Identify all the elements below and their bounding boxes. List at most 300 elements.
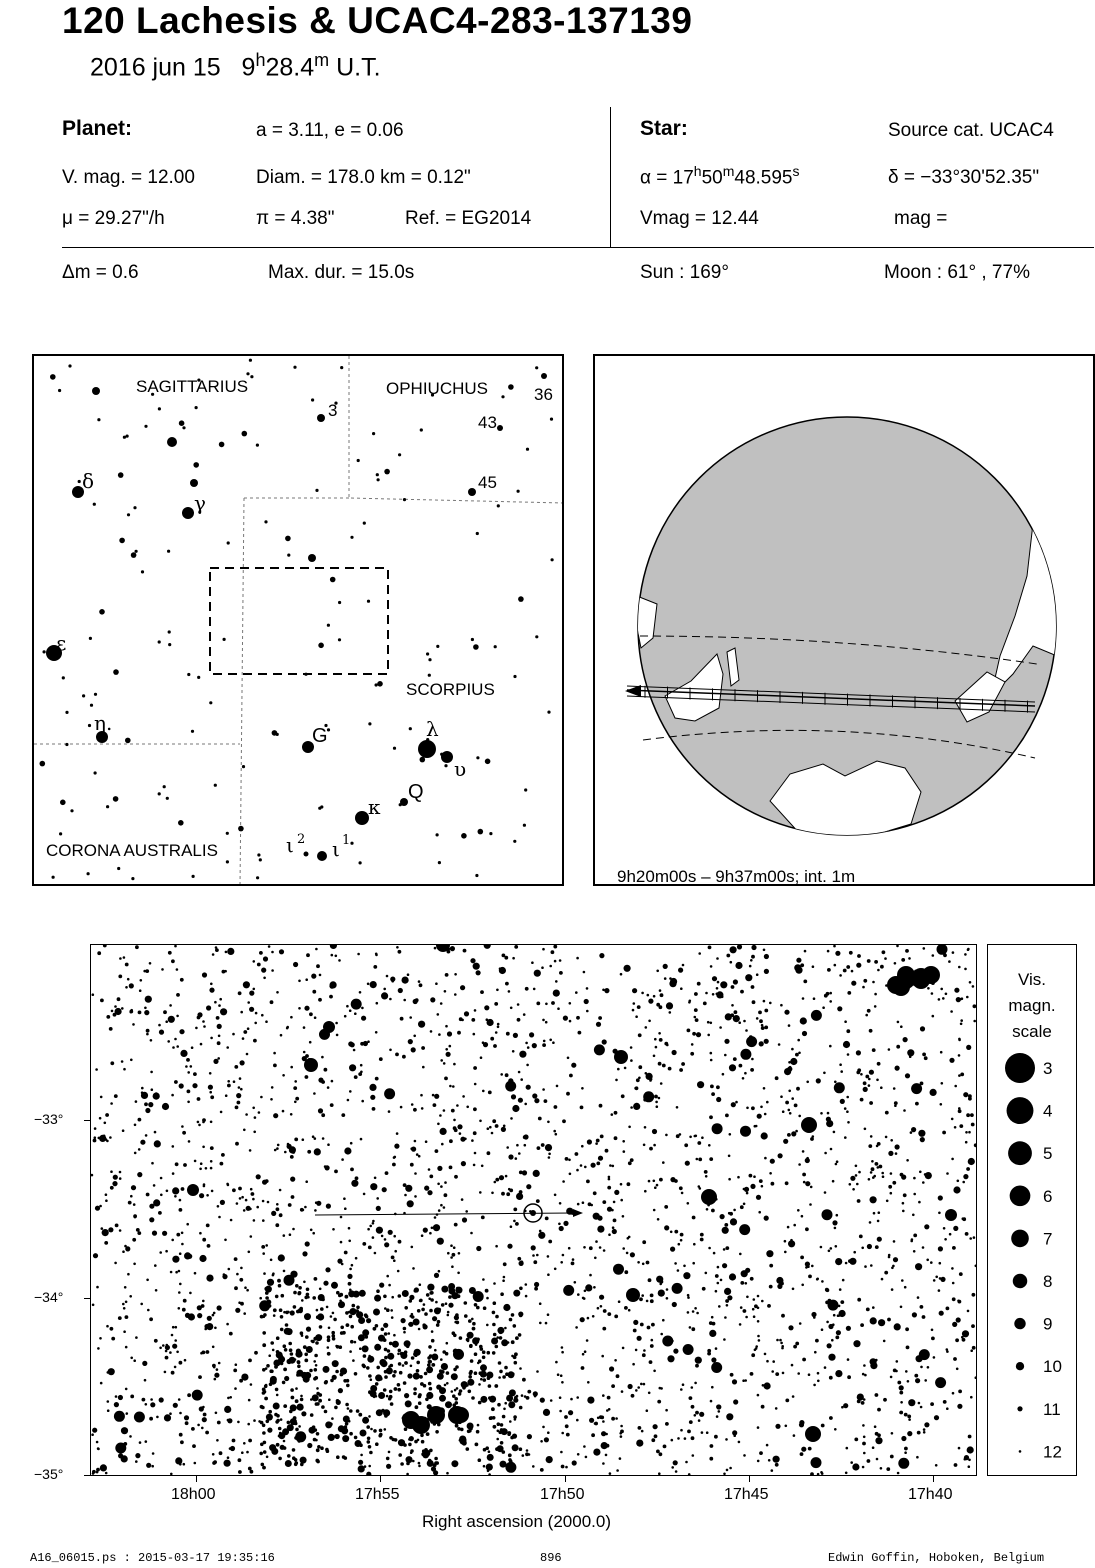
field-star — [141, 1092, 148, 1099]
field-star — [328, 1434, 335, 1441]
field-star — [174, 1195, 177, 1198]
field-star-cluster — [429, 1387, 433, 1391]
field-star — [591, 1433, 595, 1437]
field-star — [968, 1131, 971, 1134]
field-star — [524, 1144, 527, 1147]
field-star — [880, 1467, 883, 1470]
field-star — [712, 1123, 723, 1134]
field-star — [808, 1275, 812, 1279]
field-star — [775, 1372, 779, 1376]
field-star — [810, 1186, 813, 1189]
field-star — [920, 1305, 924, 1309]
field-star — [151, 1088, 154, 1091]
field-star — [487, 1151, 491, 1155]
field-star — [488, 1450, 491, 1453]
field-star — [784, 1010, 789, 1015]
field-star-cluster — [362, 1417, 369, 1424]
field-star — [698, 1158, 702, 1162]
field-star — [678, 1243, 681, 1246]
finder-star — [440, 753, 443, 756]
field-star — [146, 1279, 149, 1282]
field-star — [396, 946, 399, 949]
field-star — [180, 1050, 187, 1057]
field-star — [603, 1249, 606, 1252]
field-star — [846, 1029, 850, 1033]
field-star-cluster — [262, 1431, 266, 1435]
field-star — [218, 1216, 221, 1219]
field-star-cluster — [358, 1317, 365, 1324]
field-star — [710, 1022, 713, 1025]
field-star — [802, 1358, 806, 1362]
field-star — [725, 1299, 729, 1303]
field-star-cluster — [430, 1298, 434, 1302]
finder-star — [242, 431, 248, 437]
field-star — [664, 1205, 668, 1209]
field-star — [430, 997, 435, 1002]
field-star — [474, 1083, 477, 1086]
field-star — [967, 1446, 974, 1453]
field-star-cluster — [343, 1416, 350, 1423]
field-star — [534, 1282, 539, 1287]
field-star — [518, 1071, 521, 1074]
field-star — [105, 1193, 108, 1196]
field-star — [207, 1244, 211, 1248]
field-star — [214, 1001, 217, 1004]
field-star — [946, 1172, 949, 1175]
field-star — [202, 1020, 205, 1023]
field-star-cluster — [468, 1390, 472, 1394]
field-star — [443, 1062, 446, 1065]
field-star — [344, 1147, 351, 1154]
field-star — [724, 1288, 731, 1295]
field-star — [188, 1313, 195, 1320]
field-star — [138, 1148, 141, 1151]
field-star — [913, 1234, 917, 1238]
dec-tick-35: −35° — [34, 1466, 64, 1482]
field-star — [922, 1053, 926, 1057]
label-delta: δ — [82, 469, 95, 493]
field-star — [798, 1115, 801, 1118]
field-star — [135, 1100, 138, 1103]
field-star — [254, 1022, 257, 1025]
field-star-cluster — [356, 1409, 360, 1413]
field-star — [290, 1066, 293, 1069]
field-star — [602, 989, 605, 992]
field-star — [391, 980, 394, 983]
field-star — [867, 959, 871, 963]
field-star — [224, 1406, 231, 1413]
field-star — [374, 1177, 377, 1180]
field-star — [965, 1141, 968, 1144]
field-star-cluster — [383, 1388, 387, 1392]
field-star — [524, 1103, 527, 1106]
field-star — [584, 999, 589, 1004]
field-star — [175, 1326, 178, 1329]
field-star — [613, 1201, 616, 1204]
field-star — [970, 1396, 973, 1399]
field-star — [318, 998, 322, 1002]
field-star — [246, 1451, 249, 1454]
field-star — [560, 1451, 563, 1454]
field-star — [740, 1281, 744, 1285]
field-star — [434, 1094, 439, 1099]
field-star-large — [701, 1189, 717, 1205]
field-star — [536, 1199, 540, 1203]
field-star-cluster — [424, 1312, 428, 1316]
field-star — [441, 1363, 448, 1370]
field-star — [743, 1454, 746, 1457]
field-star — [750, 1068, 754, 1072]
field-star — [680, 1388, 683, 1391]
field-star-cluster — [313, 1438, 317, 1442]
field-star — [609, 1164, 612, 1167]
field-star — [863, 1436, 866, 1439]
field-star — [812, 965, 815, 968]
field-star — [948, 960, 951, 963]
field-star — [202, 1417, 207, 1422]
field-star — [514, 1352, 518, 1356]
field-star — [451, 1109, 455, 1113]
finder-star — [125, 738, 131, 744]
field-star — [745, 1029, 748, 1032]
field-star — [919, 1171, 922, 1174]
field-star — [496, 989, 499, 992]
field-star — [670, 1231, 673, 1234]
field-star — [701, 1136, 704, 1139]
field-star — [729, 1064, 736, 1071]
field-star — [385, 1171, 389, 1175]
field-star — [205, 1167, 208, 1170]
field-star — [585, 1456, 588, 1459]
field-star — [745, 1127, 749, 1131]
finder-star-bright — [317, 414, 325, 422]
field-star-cluster — [497, 1403, 501, 1407]
field-star — [154, 1131, 157, 1134]
field-star — [753, 1315, 756, 1318]
finder-star — [315, 489, 318, 492]
field-star — [227, 1080, 230, 1083]
field-star — [522, 1170, 527, 1175]
field-star-cluster — [294, 1436, 298, 1440]
max-duration: Max. dur. = 15.0s — [268, 262, 415, 283]
field-star — [215, 948, 219, 952]
field-star — [453, 1063, 456, 1066]
field-star — [966, 996, 969, 999]
finder-star — [119, 538, 125, 544]
field-star — [253, 988, 256, 991]
star-mag: mag = — [894, 208, 948, 229]
field-star — [811, 1457, 822, 1468]
field-star — [154, 1264, 157, 1267]
field-star-cluster — [439, 1395, 446, 1402]
field-star — [480, 1056, 483, 1059]
field-star — [582, 1353, 585, 1356]
field-star — [956, 1317, 961, 1322]
field-star-cluster — [519, 1314, 523, 1318]
field-star — [478, 1383, 481, 1386]
field-star — [890, 1192, 893, 1195]
field-star — [784, 1068, 791, 1075]
field-star — [150, 1402, 155, 1407]
scale-dot — [1019, 1450, 1022, 1453]
field-star — [345, 1295, 349, 1299]
field-star — [757, 1114, 762, 1119]
field-star — [659, 1452, 663, 1456]
field-star — [295, 1351, 302, 1358]
field-star — [641, 992, 644, 995]
field-star — [587, 1381, 590, 1384]
field-star-cluster — [259, 1452, 263, 1456]
ra-tick-mark-2 — [380, 1476, 381, 1482]
field-star-cluster — [323, 1366, 330, 1373]
field-star-cluster — [278, 1427, 282, 1431]
field-star — [630, 1252, 635, 1257]
field-star-cluster — [264, 1287, 268, 1291]
field-star — [534, 1098, 539, 1103]
field-star-cluster — [398, 1453, 402, 1457]
field-star — [832, 1180, 835, 1183]
field-star — [122, 1250, 125, 1253]
field-star — [551, 950, 555, 954]
field-star — [553, 990, 560, 997]
field-star — [538, 1117, 542, 1121]
field-star — [213, 1366, 216, 1369]
field-star — [733, 979, 738, 984]
field-star-cluster — [468, 1375, 472, 1379]
field-star — [394, 1387, 398, 1391]
field-star — [144, 1007, 147, 1010]
field-star — [316, 1309, 319, 1312]
field-star — [176, 993, 180, 997]
field-star — [569, 1020, 572, 1023]
constellation-sagittarius: SAGITTARIUS — [136, 377, 249, 396]
field-star — [775, 1076, 779, 1080]
finder-star — [195, 406, 198, 409]
field-star — [97, 1448, 100, 1451]
field-star — [877, 1142, 881, 1146]
field-star-cluster — [398, 1362, 402, 1366]
field-star — [569, 1074, 573, 1078]
field-star — [794, 1104, 798, 1108]
field-star — [135, 1336, 138, 1339]
field-star — [932, 1015, 935, 1018]
field-star — [894, 1104, 897, 1107]
field-star — [935, 1276, 938, 1279]
field-star — [815, 1339, 819, 1343]
field-star-cluster — [403, 1327, 407, 1331]
field-star-cluster — [260, 1421, 264, 1425]
field-star — [347, 1274, 352, 1279]
field-star — [336, 1034, 339, 1037]
field-star — [763, 1087, 766, 1090]
field-star-cluster — [400, 1462, 404, 1466]
field-star — [262, 1466, 266, 1470]
field-star — [291, 1195, 295, 1199]
field-star — [487, 1470, 490, 1473]
field-star — [860, 1098, 864, 1102]
field-star — [600, 1305, 603, 1308]
field-star — [813, 1316, 816, 1319]
field-star — [958, 1074, 961, 1077]
field-star — [171, 1371, 175, 1375]
field-star — [594, 1422, 597, 1425]
field-star — [791, 1048, 794, 1051]
field-star-cluster — [386, 1308, 390, 1312]
field-star — [654, 1186, 657, 1189]
star-ra-hunit: h — [693, 163, 702, 179]
field-star — [457, 1031, 461, 1035]
field-star — [236, 1093, 241, 1098]
field-star — [835, 1258, 842, 1265]
field-star — [290, 1177, 295, 1182]
field-star — [800, 1256, 804, 1260]
field-star — [674, 1262, 677, 1265]
field-star — [259, 1297, 262, 1300]
field-star-cluster — [512, 1444, 519, 1451]
field-star-cluster — [367, 1440, 371, 1444]
field-star — [460, 985, 465, 990]
finder-star-bright — [317, 851, 327, 861]
field-star — [714, 1435, 718, 1439]
field-star — [495, 1031, 498, 1034]
field-star — [447, 1311, 450, 1314]
field-star — [694, 1307, 697, 1310]
field-star — [493, 1282, 496, 1285]
field-star — [235, 1106, 239, 1110]
field-star — [398, 1240, 402, 1244]
field-star — [260, 1096, 263, 1099]
finder-star — [327, 624, 330, 627]
field-star — [504, 1327, 507, 1330]
label-g: G — [312, 725, 328, 747]
field-star — [840, 1070, 843, 1073]
field-star — [211, 1190, 214, 1193]
field-star-cluster — [420, 1434, 424, 1438]
field-star — [968, 1465, 971, 1468]
field-star — [759, 1451, 763, 1455]
field-star-cluster — [427, 1460, 434, 1467]
field-star — [577, 1293, 580, 1296]
field-star-cluster — [284, 1348, 288, 1352]
field-star — [224, 1460, 231, 1467]
field-star — [428, 1168, 431, 1171]
field-star — [791, 1364, 794, 1367]
field-star — [491, 1132, 494, 1135]
field-star — [179, 1208, 183, 1212]
field-star — [386, 1464, 391, 1469]
field-star — [529, 1032, 534, 1037]
field-star-cluster — [480, 1296, 484, 1300]
field-star-cluster — [261, 1304, 265, 1308]
field-star — [620, 1199, 623, 1202]
ra-tick-1755: 17h55 — [355, 1486, 400, 1503]
label-43: 43 — [478, 413, 497, 432]
field-star — [527, 1390, 531, 1394]
finder-star-bright — [497, 425, 503, 431]
field-star — [213, 1460, 217, 1464]
field-star — [627, 1182, 631, 1186]
field-star — [800, 1452, 804, 1456]
field-star — [837, 1006, 842, 1011]
field-star — [863, 1087, 868, 1092]
field-star — [917, 1431, 921, 1435]
field-star — [785, 1101, 789, 1105]
field-star — [414, 1289, 418, 1293]
field-star — [400, 1106, 403, 1109]
field-star — [951, 1267, 954, 1270]
field-star-cluster — [378, 1335, 385, 1342]
field-star — [121, 1455, 128, 1462]
field-star — [883, 1398, 887, 1402]
field-star — [954, 988, 959, 993]
field-star — [145, 1108, 150, 1113]
field-star — [861, 1401, 865, 1405]
field-star — [142, 1361, 147, 1366]
field-star-cluster — [467, 1379, 474, 1386]
minute-unit: m — [314, 50, 330, 70]
field-star — [155, 1289, 158, 1292]
field-star — [940, 1051, 943, 1054]
field-star — [122, 1129, 125, 1132]
field-star — [360, 1064, 363, 1067]
field-star-cluster — [414, 1440, 418, 1444]
field-star — [844, 1020, 847, 1023]
field-star-cluster — [451, 1460, 458, 1467]
field-star — [508, 1453, 512, 1457]
field-star — [186, 1223, 189, 1226]
field-star — [583, 1246, 586, 1249]
field-star — [410, 1147, 413, 1150]
star-ra-sunit: s — [792, 163, 800, 179]
field-star — [225, 1094, 228, 1097]
field-star — [165, 1020, 168, 1023]
finder-star — [197, 676, 200, 679]
field-star-cluster — [283, 1446, 287, 1450]
field-star — [867, 1459, 871, 1463]
field-star-cluster — [513, 1324, 517, 1328]
field-star — [227, 1456, 230, 1459]
finder-star — [88, 724, 91, 727]
field-star-cluster — [300, 1457, 307, 1464]
field-star — [391, 1316, 394, 1319]
field-star — [544, 1099, 548, 1103]
field-star — [681, 1192, 684, 1195]
field-star — [695, 1411, 699, 1415]
field-star — [347, 1407, 350, 1410]
field-star — [471, 1318, 474, 1321]
field-star — [473, 1164, 476, 1167]
field-star — [660, 1387, 663, 1390]
label-iota1-sup: 1 — [342, 833, 351, 848]
planet-orbit: a = 3.11, e = 0.06 — [256, 120, 404, 141]
field-star — [679, 1186, 683, 1190]
field-star — [423, 1303, 426, 1306]
field-star-cluster — [513, 1290, 520, 1297]
field-star — [485, 1289, 489, 1293]
field-star — [745, 974, 752, 981]
finder-star — [535, 366, 538, 369]
field-star — [555, 980, 558, 983]
finder-star — [518, 596, 524, 602]
field-star — [276, 1147, 279, 1150]
field-star — [633, 1329, 637, 1333]
field-star-cluster — [492, 1311, 496, 1315]
field-star-large — [922, 966, 940, 984]
field-star-cluster — [405, 1400, 412, 1407]
field-star-cluster — [360, 1430, 367, 1437]
field-star-cluster — [263, 1450, 267, 1454]
finder-star — [338, 601, 341, 604]
